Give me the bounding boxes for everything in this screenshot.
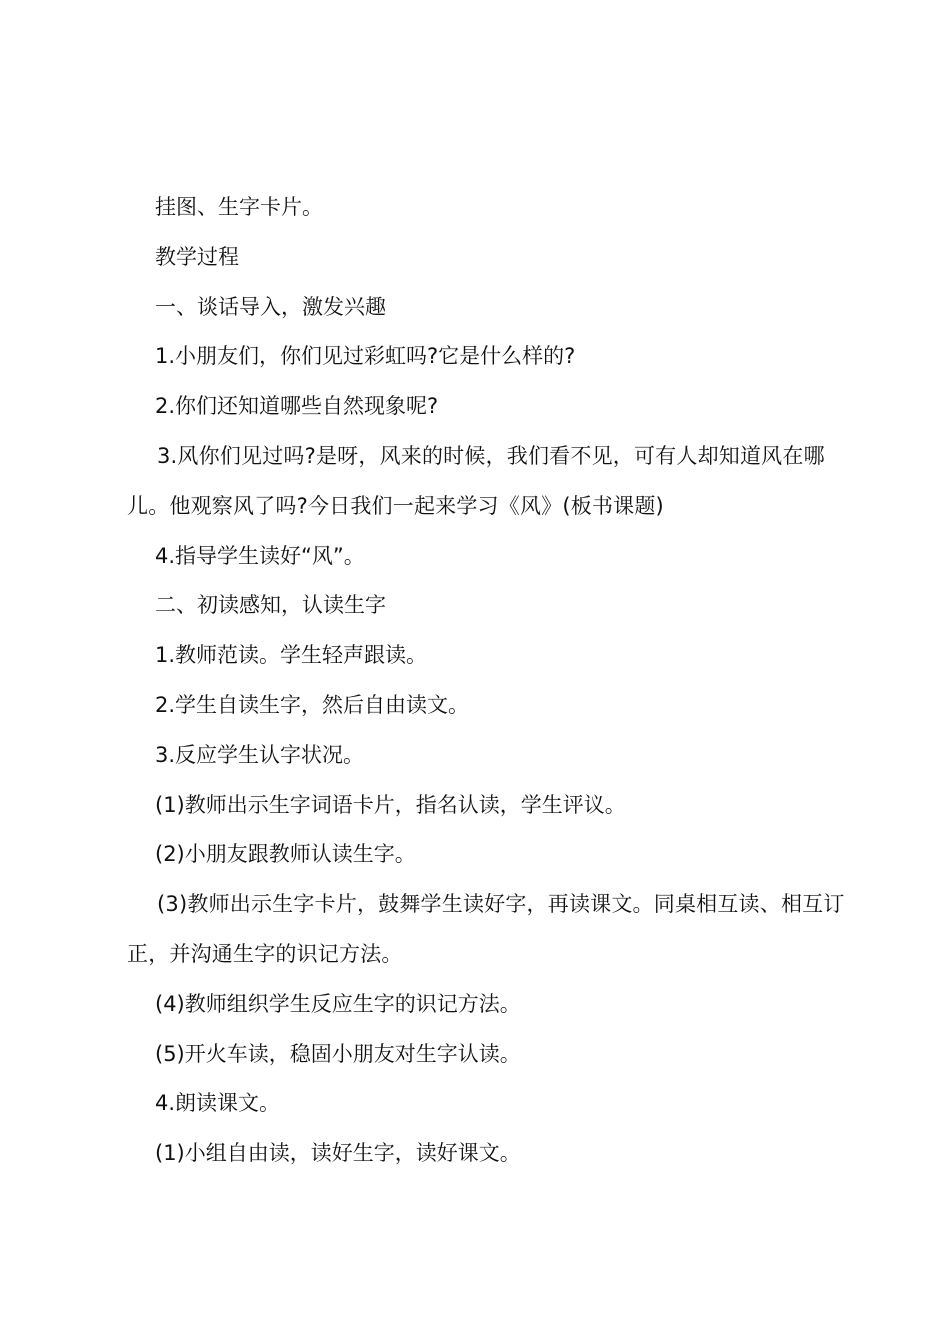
paragraph-item: 1.教师范读。学生轻声跟读。 (155, 643, 428, 668)
paragraph-materials: 挂图、生字卡片。 (155, 195, 323, 219)
paragraph-item: 3.反应学生认字状况。 (155, 742, 365, 767)
paragraph-subitem: (2)小朋友跟教师认读生字。 (155, 842, 416, 867)
paragraph-heading-process: 教学过程 (155, 244, 239, 269)
section-heading-2: 二、初读感知，认读生字 (155, 593, 386, 618)
paragraph-subitem: (1)教师出示生字词语卡片，指名认读，学生评议。 (155, 792, 626, 817)
paragraph-subitem: (5)开火车读，稳固小朋友对生字认读。 (155, 1041, 521, 1066)
section-heading-1: 一、谈话导入，激发兴趣 (155, 294, 386, 319)
paragraph-subitem: (3)教师出示生字卡片，鼓舞学生读好字，再读课文。同桌相互读、相互订正，并沟通生字的识记方法。 (127, 892, 845, 966)
paragraph-subitem: (4)教师组织学生反应生字的识记方法。 (155, 991, 521, 1016)
paragraph-subitem: (1)小组自由读，读好生字，读好课文。 (155, 1141, 521, 1166)
paragraph-item: 2.你们还知道哪些自然现象呢? (155, 394, 439, 419)
paragraph-item: 2.学生自读生字，然后自由读文。 (155, 692, 470, 717)
paragraph-item: 4.指导学生读好“风”。 (155, 543, 365, 568)
paragraph-item: 4.朗读课文。 (155, 1091, 281, 1116)
document-body (127, 183, 847, 1179)
paragraph-item: 3.风你们见过吗?是呀，风来的时候，我们看不见，可有人却知道风在哪儿。他观察风了吗?今日我们一起来学习《风》(板书课题) (127, 443, 825, 518)
paragraph-item: 1.小朋友们，你们见过彩虹吗?它是什么样的? (155, 344, 576, 369)
